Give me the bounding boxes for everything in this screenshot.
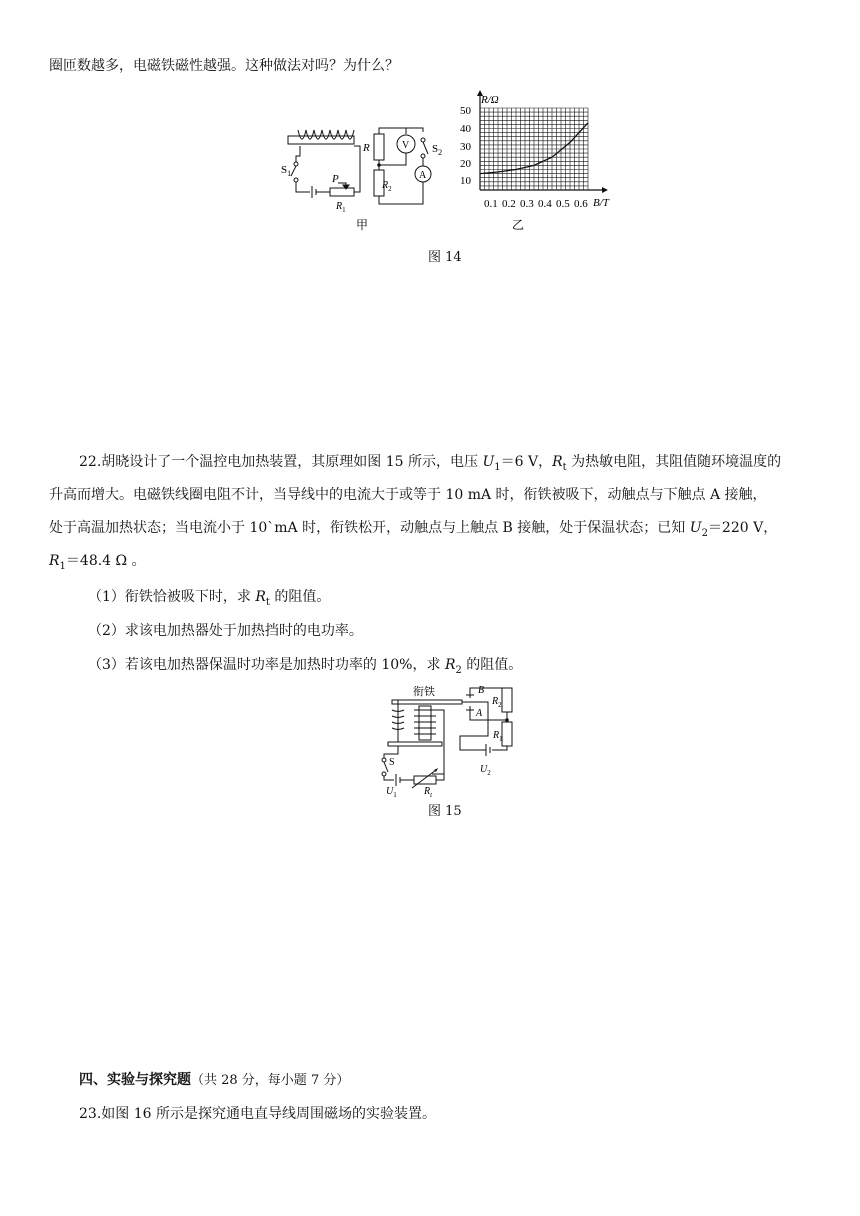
q22-line-4: $R_1=48.4$ Ω 。: [49, 553, 146, 572]
label-r2: $R_2$: [492, 696, 502, 709]
label-s1: $S_1$: [281, 164, 292, 178]
xtick: 0.3: [520, 198, 534, 210]
electromagnet-core: [419, 706, 431, 740]
graph-xlabel: B/T: [593, 197, 609, 209]
thermistor-rt: [414, 776, 436, 784]
subfig-jia-label: 甲: [356, 218, 369, 232]
label-b: B: [478, 685, 485, 696]
graph-yticks: [460, 105, 472, 187]
label-s2: $S_2$: [432, 143, 443, 157]
ytick: 10: [460, 175, 471, 187]
electromagnet-coil: [298, 130, 354, 139]
label-r2: $R_2$: [382, 180, 392, 193]
switch-s: [384, 762, 388, 772]
q22-line-1: 22.胡晓设计了一个温控电加热装置，其原理如图 15 所示，电压 $U_1=6$ V，$R_t$ 为热敏电阻，其阻值随环境温度的: [79, 454, 782, 473]
graph-xticks: [484, 198, 588, 210]
figure-15-caption: 图 15: [428, 804, 462, 819]
section-4-heading: 四、实验与探究题（共 28 分，每小题 7 分）: [79, 1072, 350, 1088]
xtick: 0.2: [502, 198, 516, 210]
ytick: 40: [460, 123, 471, 135]
resistor-r: [374, 134, 384, 160]
armature-bar: [392, 700, 462, 704]
label-r1: $R_1$: [336, 201, 346, 214]
xtick: 0.5: [556, 198, 570, 210]
label-a: A: [419, 170, 427, 181]
rheostat-r1: [330, 188, 354, 196]
ytick: 30: [460, 141, 471, 153]
ytick: 50: [460, 105, 471, 117]
label-r: R: [363, 142, 370, 154]
subfig-yi-label: 乙: [512, 218, 525, 232]
label-rt: $R_t$: [424, 786, 433, 799]
figure-14-caption: 图 14: [428, 250, 462, 265]
xtick: 0.1: [484, 198, 498, 210]
q22-line-3: 处于高温加热状态；当电流小于 10`mA 时，衔铁松开，动触点与上触点 B 接触，处于保温状态；已知 $U_2=220$ V，: [49, 520, 778, 539]
label-v: V: [402, 140, 410, 151]
resistor-r2: [502, 688, 512, 712]
figure-14: [0, 90, 860, 330]
question-21-tail: 圈匝数越多，电磁铁磁性越强。这种做法对吗？为什么？: [49, 58, 399, 74]
xtick: 0.4: [538, 198, 552, 210]
x-axis-arrow: [602, 187, 608, 193]
label-p: P: [332, 173, 339, 185]
switch-s1: [291, 166, 296, 176]
q22-part-1: （1）衔铁恰被吸下时，求 $R_t$ 的阻值。: [88, 589, 331, 608]
label-armature: 衔铁: [413, 686, 435, 698]
electromagnet-coil: [414, 710, 436, 734]
label-r1: $R_1$: [493, 730, 503, 743]
switch-s2: [423, 142, 428, 154]
label-u2: $U_2$: [480, 764, 491, 777]
label-a: A: [476, 708, 483, 719]
label-s: S: [389, 757, 395, 768]
q22-line-2: 升高而增大。电磁铁线圈电阻不计，当导线中的电流大于或等于 10 mA 时，衔铁被吸下，动触点与下触点 A 接触，: [49, 487, 767, 503]
resistor-r1: [502, 722, 512, 746]
question-23: 23.如图 16 所示是探究通电直导线周围磁场的实验装置。: [79, 1106, 436, 1122]
electromagnet-base: [388, 742, 442, 746]
ytick: 20: [460, 158, 471, 170]
q22-part-2: （2）求该电加热器处于加热挡时的电功率。: [88, 623, 363, 639]
label-u1: $U_1$: [386, 786, 397, 799]
xtick: 0.6: [574, 198, 588, 210]
q22-part-3: （3）若该电加热器保温时功率是加热时功率的 10%，求 $R_2$ 的阻值。: [88, 657, 523, 676]
figure-15: [0, 680, 860, 800]
graph-ylabel: R/Ω: [481, 94, 499, 106]
